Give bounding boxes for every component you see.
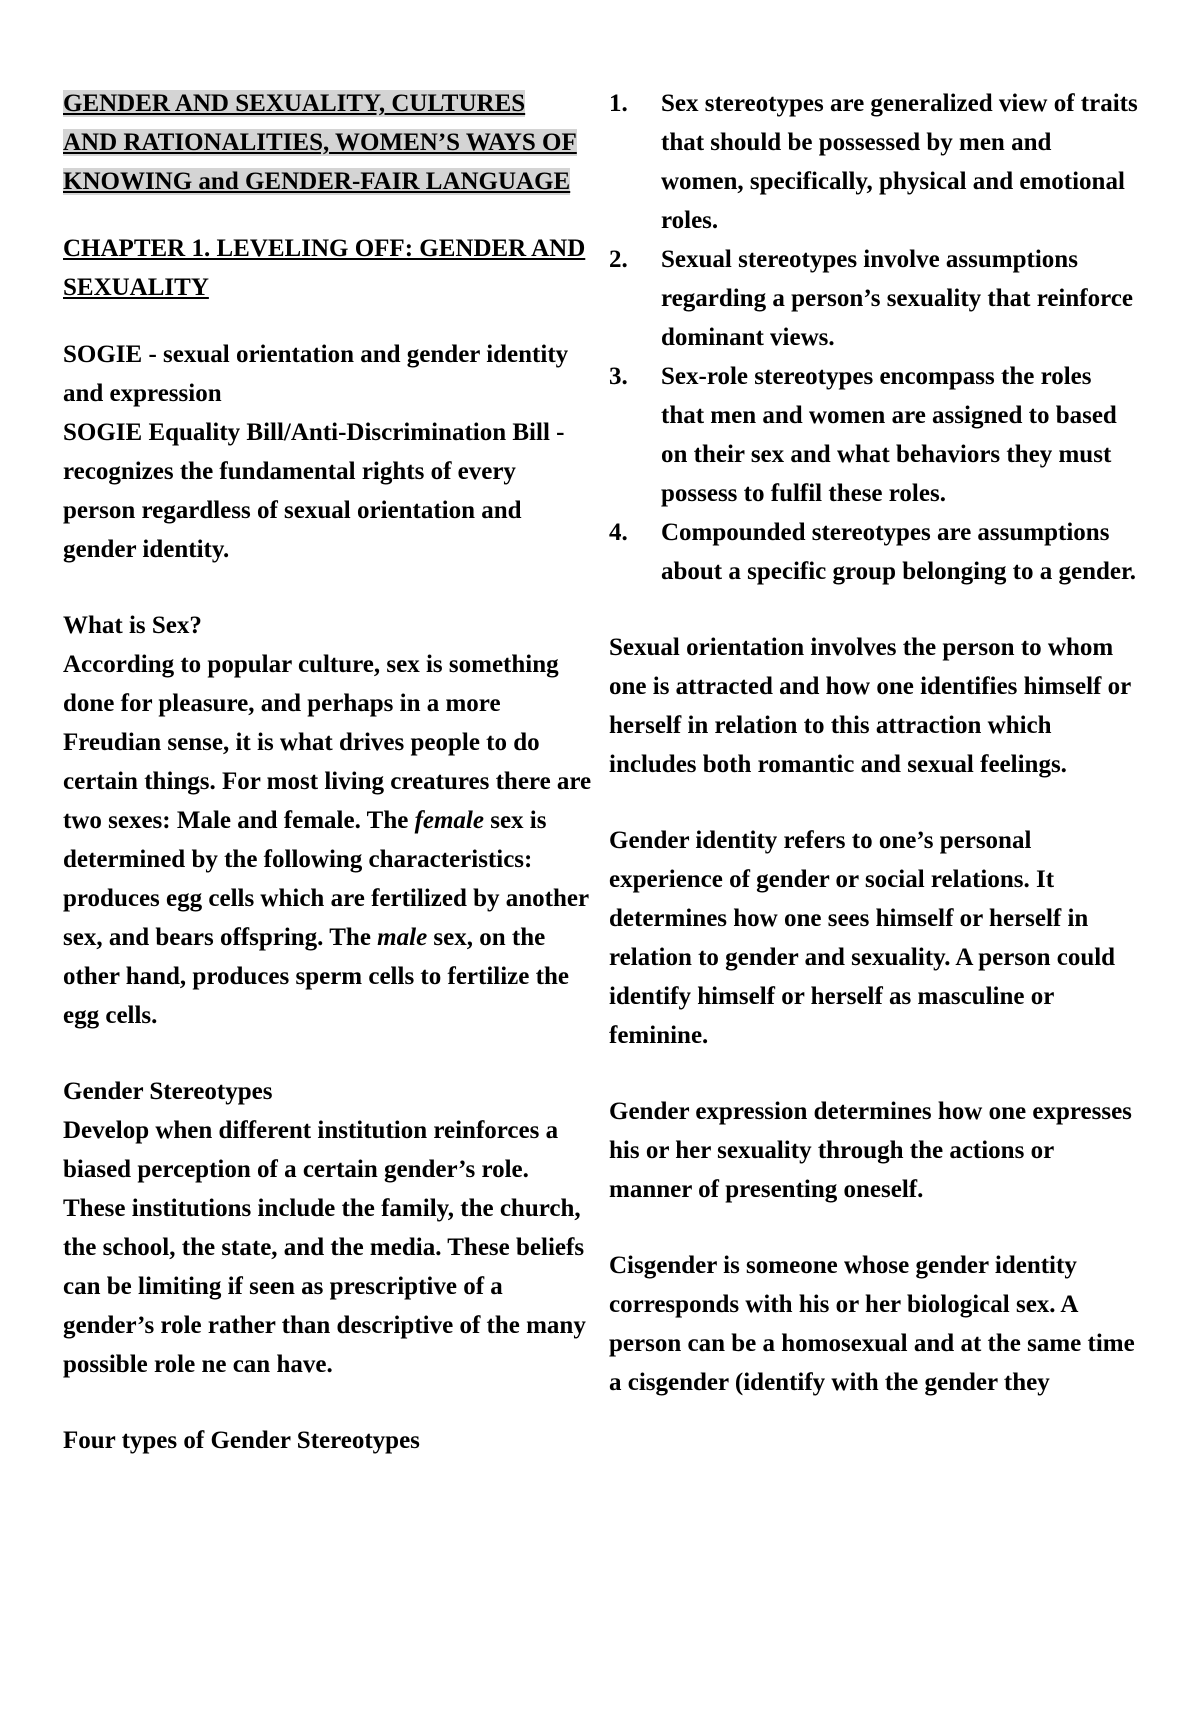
female-word: female <box>414 807 484 834</box>
list-item <box>609 513 1139 591</box>
sex-paragraph <box>63 645 593 1035</box>
sex-text-b: sex is determined by the following characteristics: produces egg cells which are fertilized by another sex, and bears offspring. The <box>63 807 589 951</box>
sex-text-a: According to popular culture, sex is something done for pleasure, and perhaps in a more Freudian sense, it is what drives people to do certain things. For most living creatures there are two sexes: Male and female. The <box>63 651 592 834</box>
list-item-number: 1. <box>609 90 628 117</box>
list-item-text: Sex-role stereotypes encompass the roles that men and women are assigned to based on their sex and what behaviors they must possess to fulfil these roles. <box>661 363 1117 507</box>
list-item-text: Sexual stereotypes involve assumptions regarding a person’s sexuality that reinforce dominant views. <box>661 246 1133 351</box>
list-item-number: 4. <box>609 519 628 546</box>
gender-identity-paragraph: Gender identity refers to one’s personal experience of gender or social relations. It determines how one sees himself or herself in relation to gender and sexuality. A person could identify himself or herself as masculine or feminine. <box>609 827 1116 1049</box>
list-item-number: 2. <box>609 246 628 273</box>
sex-heading: What is Sex? <box>63 612 202 639</box>
list-item-text: Sex stereotypes are generalized view of traits that should be possessed by men and women, specifically, physical and emotional roles. <box>661 90 1138 234</box>
sogie-definition: SOGIE - sexual orientation and gender identity and expression <box>63 341 569 407</box>
list-item <box>609 240 1139 357</box>
cisgender-paragraph: Cisgender is someone whose gender identity corresponds with his or her biological sex. A person can be a homosexual and at the same time a cisgender (identify with the gender they <box>609 1252 1135 1396</box>
male-word: male <box>377 924 428 951</box>
four-types-heading: Four types of Gender Stereotypes <box>63 1427 420 1454</box>
sex-text-c: sex, on the other hand, produces sperm cells to fertilize the egg cells. <box>63 924 569 1029</box>
sogie-bill-definition: SOGIE Equality Bill/Anti-Discrimination Bill - recognizes the fundamental rights of every person regardless of sexual orientation and gender identity. <box>63 419 565 563</box>
sexual-orientation-paragraph: Sexual orientation involves the person to whom one is attracted and how one identifies himself or herself in relation to this attraction which includes both romantic and sexual feelings. <box>609 634 1131 778</box>
list-item-number: 3. <box>609 363 628 390</box>
stereotype-types-list <box>609 84 1139 591</box>
document-title: GENDER AND SEXUALITY, CULTURES AND RATIONALITIES, WOMEN’S WAYS OF KNOWING and GENDER-FAIR LANGUAGE <box>63 90 577 195</box>
left-column <box>63 84 593 1460</box>
chapter-heading: CHAPTER 1. LEVELING OFF: GENDER AND SEXUALITY <box>63 235 586 301</box>
stereotypes-paragraph: Develop when different institution reinforces a biased perception of a certain gender’s role. These institutions include the family, the church, the school, the state, and the media. These beliefs can be limiting if seen as prescriptive of a gender’s role rather than descriptive of the many possible role ne can have. <box>63 1117 586 1378</box>
document-title-block <box>63 84 583 201</box>
list-item-text: Compounded stereotypes are assumptions about a specific group belonging to a gender. <box>661 519 1137 585</box>
list-item <box>609 84 1139 240</box>
right-column <box>609 84 1139 1402</box>
stereotypes-heading: Gender Stereotypes <box>63 1078 273 1105</box>
list-item <box>609 357 1139 513</box>
gender-expression-paragraph: Gender expression determines how one expresses his or her sexuality through the actions or manner of presenting oneself. <box>609 1098 1132 1203</box>
